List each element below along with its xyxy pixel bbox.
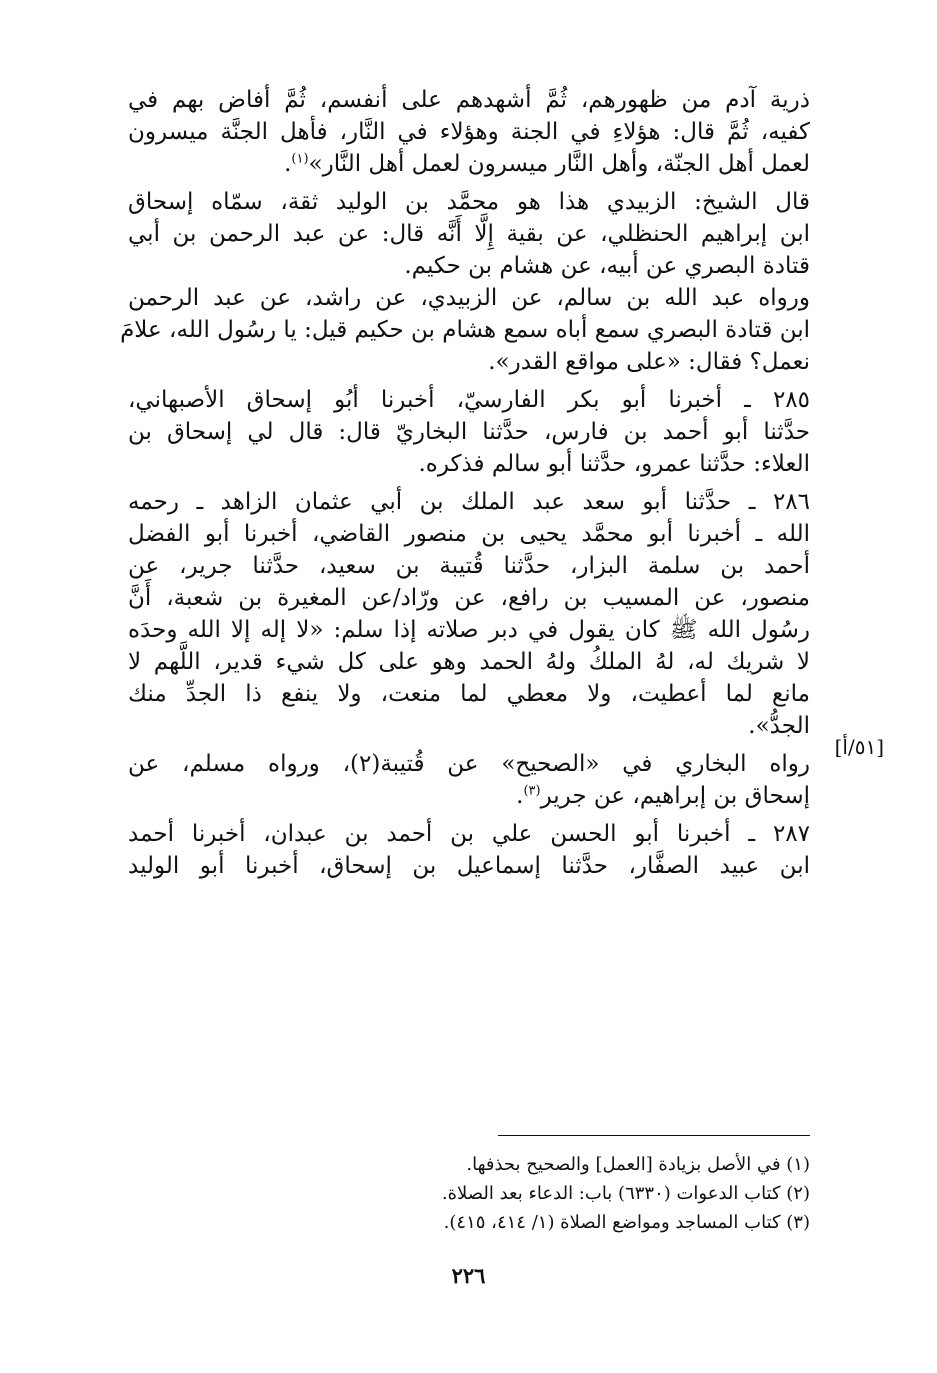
- footnote-2: (٢) كتاب الدعوات (٦٣٣٠) باب: الدعاء بعد الصلاة.: [441, 1183, 810, 1204]
- text-line: رواه البخاري في «الصحيح» عن قُتيبة(٢)، ورواه مسلم، عن: [128, 751, 810, 777]
- text-line: ابن عبيد الصفَّار، حدَّثنا إسماعيل بن إسحاق، أخبرنا أبو الوليد: [128, 853, 810, 879]
- footnote-3: (٣) كتاب المساجد ومواضع الصلاة (١/ ٤١٤، ٤١٥).: [443, 1212, 810, 1233]
- footnote-ref-3[interactable]: (٣): [523, 783, 541, 799]
- text-line: ذرية آدم من ظهورهم، ثُمَّ أشهدهم على أنفسم، ثُمَّ أفاض بهم في: [128, 87, 810, 113]
- footnotes: [128, 1150, 810, 1237]
- text-line: مانع لما أعطيت، ولا معطي لما منعت، ولا ينفع ذا الجدِّ منك: [128, 681, 810, 707]
- text-line: ٢٨٦ ـ حدَّثنا أبو سعد عبد الملك بن أبي عثمان الزاهد ـ رحمه: [128, 489, 810, 515]
- text-line: قتادة البصري عن أبيه، عن هشام بن حكيم.: [404, 253, 810, 279]
- text-line: نعمل؟ فقال: «على مواقع القدر».: [488, 349, 810, 375]
- text-line: ابن قتادة البصري سمع أباه سمع هشام بن حكيم قيل: يا رسُول الله، علامَ: [120, 317, 810, 343]
- text-line: ورواه عبد الله بن سالم، عن الزبيدي، عن راشد، عن عبد الرحمن: [128, 285, 810, 311]
- text-line: أحمد بن سلمة البزار، حدَّثنا قُتيبة بن سعيد، حدَّثنا جرير، عن: [128, 553, 810, 579]
- paragraph-riwaya: [128, 748, 810, 812]
- text-line: الله ـ أخبرنا أبو محمَّد يحيى بن منصور القاضي، أخبرنا أبو الفضل: [128, 521, 810, 547]
- footnote-ref-1[interactable]: (١): [291, 151, 309, 167]
- footnote-1: (١) في الأصل بزيادة [العمل] والصحيح بحذفها.: [466, 1154, 810, 1175]
- line-tail: .: [516, 783, 524, 809]
- main-text: [120, 84, 811, 882]
- text-line: منصور، عن المسيب بن رافع، عن ورّاد/عن المغيرة بن شعبة، أَنَّ: [128, 585, 811, 611]
- text-line: حدَّثنا أبو أحمد بن فارس، حدَّثنا البخاريّ قال: قال لي إسحاق بن: [128, 419, 810, 445]
- line-tail: .: [284, 151, 292, 177]
- text-line: ٢٨٥ ـ أخبرنا أبو بكر الفارسيّ، أخبرنا أبُو إسحاق الأصبهاني،: [128, 387, 810, 413]
- text-line-main: إسحاق بن إبراهيم، عن جرير: [540, 783, 810, 809]
- paragraph-1: [128, 84, 810, 180]
- page-number: ٢٢٦: [451, 1263, 486, 1288]
- margin-folio-note: [٥١/أ]: [834, 735, 884, 759]
- footnote-divider: [498, 1135, 810, 1136]
- text-line: لا شريك له، لهُ الملكُ ولهُ الحمد وهو على كل شيء قدير، اللَّهم لا: [128, 649, 810, 675]
- text-line: ابن إبراهيم الحنظلي، عن بقية إِلَّا أَنَّه قال: عن عبد الرحمن بن أبي: [128, 221, 810, 247]
- text-line: [128, 148, 810, 180]
- text-line: قال الشيخ: الزبيدي هذا هو محمَّد بن الوليد ثقة، سمّاه إسحاق: [128, 189, 810, 215]
- hadith-285: [128, 384, 810, 480]
- text-line: رسُول الله ﷺ كان يقول في دبر صلاته إذا سلم: «لا إله إلا الله وحدَه: [128, 617, 810, 643]
- hadith-287: [128, 818, 810, 882]
- text-line: العلاء: حدَّثنا عمرو، حدَّثنا أبو سالم فذكره.: [418, 451, 810, 477]
- text-line: ٢٨٧ ـ أخبرنا أبو الحسن علي بن أحمد بن عبدان، أخبرنا أحمد: [128, 821, 810, 847]
- text-line: الجدُّ».: [748, 713, 810, 739]
- text-line: [128, 780, 810, 812]
- hadith-286: [128, 486, 810, 742]
- paragraph-2: [128, 186, 810, 282]
- text-line: كفيه، ثُمَّ قال: هؤلاءِ في الجنة وهؤلاء في النَّار، فأهل الجنَّة ميسرون: [128, 119, 810, 145]
- text-line-main: لعمل أهل الجنّة، وأهل النَّار ميسرون لعمل أهل النَّار»: [308, 151, 810, 177]
- paragraph-3: [120, 282, 810, 378]
